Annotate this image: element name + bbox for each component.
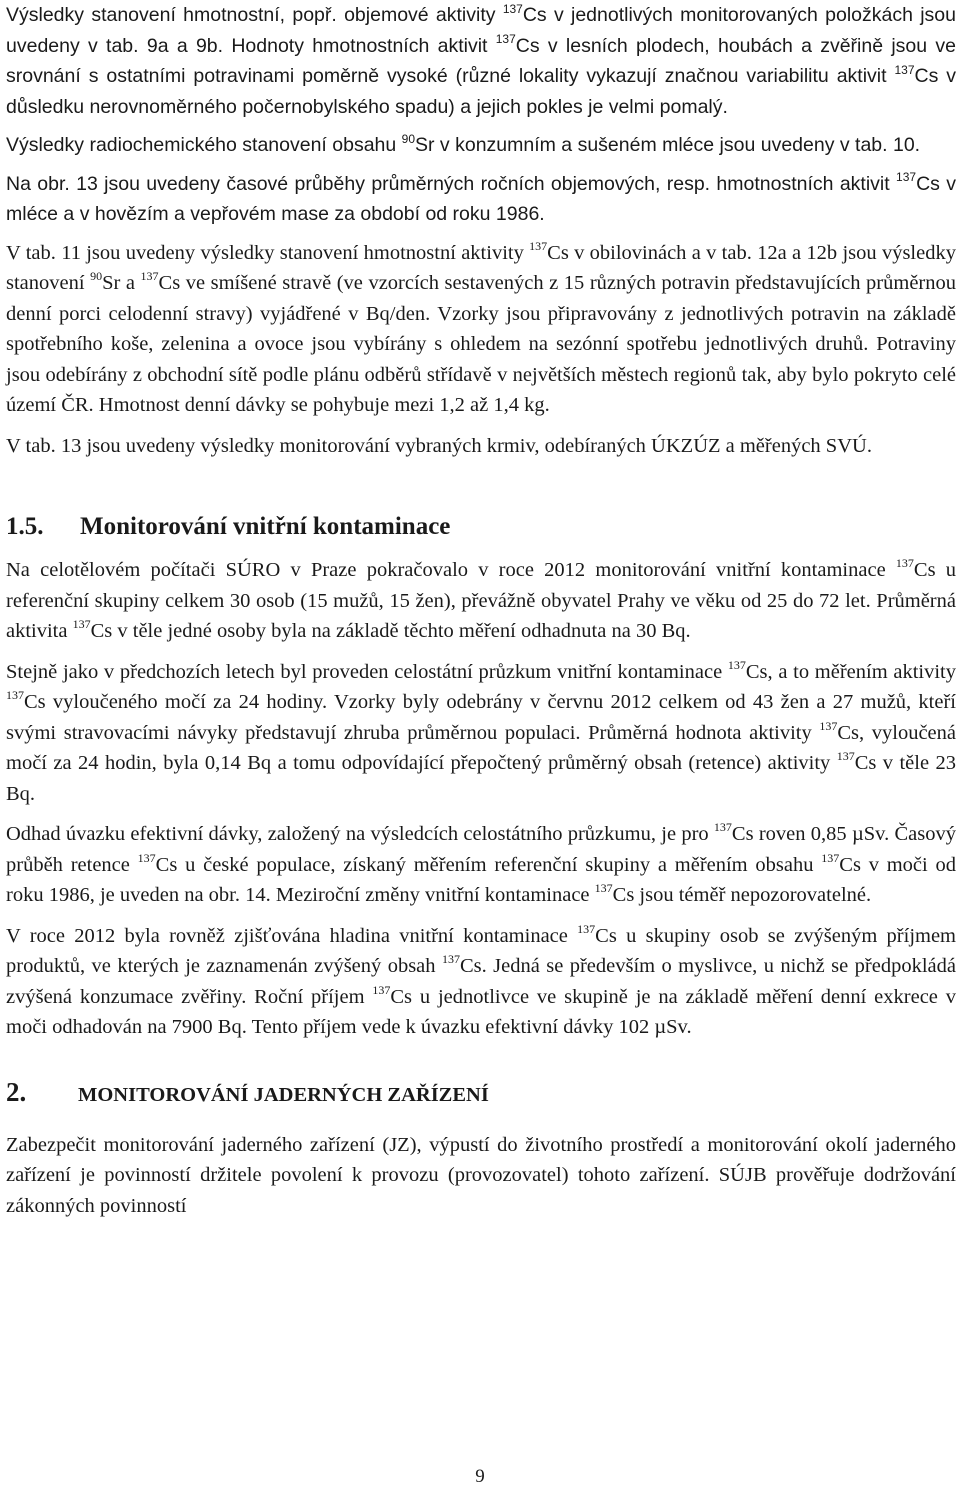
page-number: 9 bbox=[475, 1466, 485, 1487]
section-heading-2 bbox=[6, 1077, 956, 1108]
paragraph-nuclear-monitoring: Zabezpečit monitorování jaderného zařízení (JZ), výpustí do životního prostředí a monitorování okolí jaderného zařízení je povinností držitele povolení k provozu (provozovatel) tohoto zařízení. SÚJB prověřuje dodržování zákonných povinností bbox=[6, 1133, 956, 1217]
paragraph-cs-results: Výsledky stanovení hmotnostní, popř. objemové aktivity $^{137}$Cs v jednotlivých monitorovaných položkách jsou uvedeny v tab. 9a a 9b. Hodnoty hmotnostních aktivit $^{137}$Cs v lesních plodech, houbách a zvěřině jsou ve srovnání s ostatními potravinami poměrně vysoké (různé lokality vykazují značnou variabilitu aktivit $^{137}$Cs v důsledku nerovnoměrného počernobylského spadu) a jejich pokles je velmi pomalý. bbox=[6, 1, 957, 118]
paragraph-hunters: V roce 2012 byla rovněž zjišťována hladina vnitřní kontaminace $^{137}$Cs u skupiny osob se zvýšeným příjmem produktů, ve kterých je zaznamenán zvýšený obsah $^{137}$Cs. Jedná se především o myslivce, u nichž se předpokládá zvýšená konzumace zvěřiny. Roční příjem $^{137}$Cs u jednotlivce ve skupině je na základě měření denní exkrece v moči odhadován na 7900 Bq. Tento příjem vede k úvazku efektivní dávky 102 µSv. bbox=[6, 921, 957, 1038]
section-heading-1-5 bbox=[6, 513, 956, 541]
section-title: MONITOROVÁNÍ JADERNÝCH ZAŘÍZENÍ bbox=[78, 1083, 489, 1106]
section-number: 1.5. bbox=[6, 513, 44, 540]
document-page bbox=[6, 0, 956, 1231]
paragraph-sr-milk: Výsledky radiochemického stanovení obsahu $^{90}$Sr v konzumním a sušeném mléce jsou uvedeny v tab. 10. bbox=[6, 131, 921, 156]
paragraph-whole-body-counter: Na celotělovém počítači SÚRO v Praze pokračovalo v roce 2012 monitorování vnitřní kontaminace $^{137}$Cs u referenční skupiny celkem 30 osob (15 mužů, 15 žen), převážně obyvatel Prahy ve věku od 25 do 72 let. Průměrná aktivita $^{137}$Cs v těle jedné osoby byla na základě těchto měření odhadnuta na 30 Bq. bbox=[6, 556, 957, 642]
paragraph-tab13: V tab. 13 jsou uvedeny výsledky monitorování vybraných krmiv, odebíraných ÚKZÚZ a měřených SVÚ. bbox=[6, 434, 872, 457]
section-number: 2. bbox=[6, 1076, 27, 1107]
paragraph-tab11-12: V tab. 11 jsou uvedeny výsledky stanovení hmotnostní aktivity $^{137}$Cs v obilovinách a v tab. 12a a 12b jsou výsledky stanovení $^{90}$Sr a $^{137}$Cs ve smíšené stravě (ve vzorcích sestavených z 15 různých potravin představujících průměrnou denní porci celodenní stravy) vyjádřené v Bq/den. Vzorky jsou připravovány z jednotlivých potravin na základě spotřebního koše, zelenina a ovoce jsou vybírány s ohledem na sezónní spotřebu jednotlivých druhů. Potraviny jsou odebírány z obchodní sítě podle plánu odběrů střídavě v největších městech regionů tak, aby bylo pokryto celé území ČR. Hmotnost denní dávky se pohybuje mezi 1,2 až 1,4 kg. bbox=[6, 238, 956, 416]
paragraph-effective-dose: Odhad úvazku efektivní dávky, založený na výsledcích celostátního průzkumu, je pro $^{137}$Cs roven 0,85 µSv. Časový průběh retence $^{137}$Cs u české populace, získaný měřením referenční skupiny a měřením obsahu $^{137}$Cs v moči od roku 1986, je uveden na obr. 14. Meziroční změny vnitřní kontaminace $^{137}$Cs jsou téměř nepozorovatelné. bbox=[6, 820, 956, 906]
paragraph-urine-survey: Stejně jako v předchozích letech byl proveden celostátní průzkum vnitřní kontaminace $^{137}$Cs, a to měřením aktivity $^{137}$Cs vyloučeného močí za 24 hodiny. Vzorky byly odebrány v červnu 2012 celkem od 43 žen a 27 mužů, kteří svými stravovacími návyky představují zhruba průměrnou populaci. Průměrná hodnota aktivity $^{137}$Cs, vyloučená močí za 24 hodin, byla 0,14 Bq a tomu odpovídající přepočtený průměrný obsah (retence) aktivity $^{137}$Cs v těle 23 Bq. bbox=[6, 657, 956, 805]
paragraph-fig13: Na obr. 13 jsou uvedeny časové průběhy průměrných ročních objemových, resp. hmotnostních aktivit $^{137}$Cs v mléce a v hovězím a vepřovém mase za období od roku 1986. bbox=[6, 170, 956, 225]
section-title: Monitorování vnitřní kontaminace bbox=[80, 513, 451, 540]
